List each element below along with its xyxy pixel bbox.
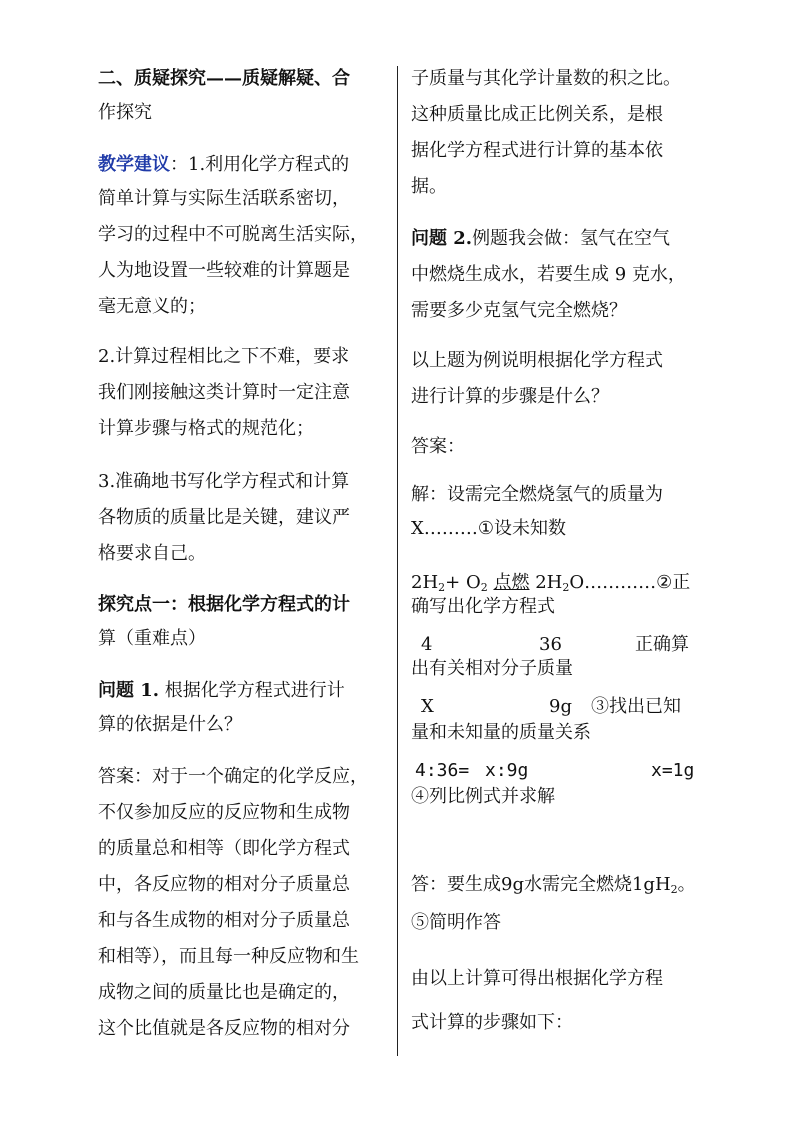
teaching-suggestion-line1 — [98, 148, 383, 182]
item3-line3: 格要求自己。 — [98, 543, 206, 564]
question2-line3: 需要多少克氢气完全燃烧？ — [411, 300, 627, 321]
teaching-suggestion-text: ：1.利用化学方程式的 — [170, 154, 350, 175]
explore-point-line1 — [98, 588, 383, 622]
continued-line3: 据化学方程式进行计算的基本依 — [411, 140, 663, 161]
ratio-result: x=1g — [651, 760, 695, 781]
answer1-line1: 答案：对于一个确定的化学反应， — [98, 766, 368, 787]
ratio-row-line2: ④列比例式并求解 — [411, 786, 555, 807]
solution-line1: 解：设需完全燃烧氢气的质量为 — [411, 484, 663, 505]
equation-o2-subscript: 2 — [480, 581, 488, 594]
quantity-row-line2: 量和未知量的质量关系 — [411, 722, 591, 743]
item2-line1: 2.计算过程相比之下不难，要求 — [98, 346, 350, 367]
solution-line2: X………①设未知数 — [411, 518, 566, 539]
continued-line4: 据。 — [411, 176, 447, 197]
equation-o2: + O — [445, 572, 481, 593]
reply-line1 — [411, 868, 699, 902]
answer1-line2: 不仅参加反应的反应物和生成物 — [98, 802, 350, 823]
item3-line1: 3.准确地书写化学方程式和计算 — [98, 471, 350, 492]
column-divider — [397, 66, 398, 1056]
summary-line2: 式计算的步骤如下： — [411, 1012, 573, 1033]
quantity-x: X — [421, 696, 434, 717]
explain-line2: 进行计算的步骤是什么？ — [411, 386, 609, 407]
answer1-line3: 的质量总和相等（即化学方程式 — [98, 838, 350, 859]
quantity-note: ③找出已知 — [591, 696, 681, 717]
teaching-suggestion-label: 教学建议 — [98, 154, 170, 175]
mass-h2: 4 — [421, 634, 433, 655]
question1-line2: 算的依据是什么？ — [98, 714, 242, 735]
teaching-suggestion-line4: 人为地设置一些较难的计算题是 — [98, 260, 350, 281]
mass-water: 36 — [539, 634, 562, 655]
question2-text: 例题我会做：氢气在空气 — [472, 228, 671, 249]
question1-text: 根据化学方程式进行计 — [164, 680, 345, 701]
question1-label: 问题 1. — [98, 680, 160, 701]
mass-row-line2: 出有关相对分子质量 — [411, 658, 573, 679]
answer1-line5: 和与各生成物的相对分子质量总 — [98, 910, 350, 931]
answer1-line4: 中，各反应物的相对分子质量总 — [98, 874, 350, 895]
answer1-line7: 成物之间的质量比也是确定的， — [98, 982, 350, 1003]
question1-line1 — [98, 674, 383, 708]
section-heading-line1: 二、质疑探究——质疑解疑、合 — [98, 68, 350, 89]
reply-subscript: 2 — [670, 883, 678, 896]
answer2-label: 答案： — [411, 436, 465, 457]
summary-line1: 由以上计算可得出根据化学方程 — [411, 968, 663, 989]
answer1-line6: 和相等），而且每一种反应物和生 — [98, 946, 359, 967]
continued-line1: 子质量与其化学计量数的积之比。 — [411, 68, 681, 89]
equation-condition: 点燃 — [493, 572, 530, 593]
explore-point-line2: 算（重难点） — [98, 628, 206, 649]
equation-water-o: O…………②正 — [569, 572, 691, 593]
answer1-line8: 这个比值就是各反应物的相对分 — [98, 1018, 350, 1039]
continued-line2: 这种质量比成正比例关系，是根 — [411, 104, 663, 125]
mass-note: 正确算 — [635, 634, 689, 655]
quantity-9g: 9g — [549, 696, 572, 717]
teaching-suggestion-line3: 学习的过程中不可脱离生活实际， — [98, 224, 368, 245]
teaching-suggestion-line5: 毫无意义的； — [98, 296, 206, 317]
item3-line2: 各物质的质量比是关键，建议严 — [98, 507, 350, 528]
question2-line1 — [411, 222, 699, 256]
reply-line2: ⑤简明作答 — [411, 912, 501, 933]
explain-line1: 以上题为例说明根据化学方程式 — [411, 350, 663, 371]
explore-point-text: 探究点一：根据化学方程式的计 — [98, 594, 350, 615]
question2-label: 问题 2. — [411, 228, 473, 249]
equation-water-subscript: 2 — [562, 581, 570, 594]
reply-text: 答：要生成9g水需完全燃烧1gH — [411, 874, 671, 895]
teaching-suggestion-line2: 简单计算与实际生活联系密切， — [98, 188, 350, 209]
section-heading-line2: 作探究 — [98, 102, 152, 123]
ratio-right: x:9g — [485, 760, 529, 781]
reply-end: 。 — [677, 874, 696, 895]
equation-h2: 2H — [411, 572, 439, 593]
equation-water: 2H — [535, 572, 563, 593]
equation-line2: 确写出化学方程式 — [411, 596, 555, 617]
question2-line2: 中燃烧生成水，若要生成 9 克水， — [411, 264, 686, 285]
item2-line2: 我们刚接触这类计算时一定注意 — [98, 382, 350, 403]
ratio-left: 4:36= — [415, 760, 470, 781]
equation-h2-subscript: 2 — [438, 581, 446, 594]
item2-line3: 计算步骤与格式的规范化； — [98, 418, 314, 439]
